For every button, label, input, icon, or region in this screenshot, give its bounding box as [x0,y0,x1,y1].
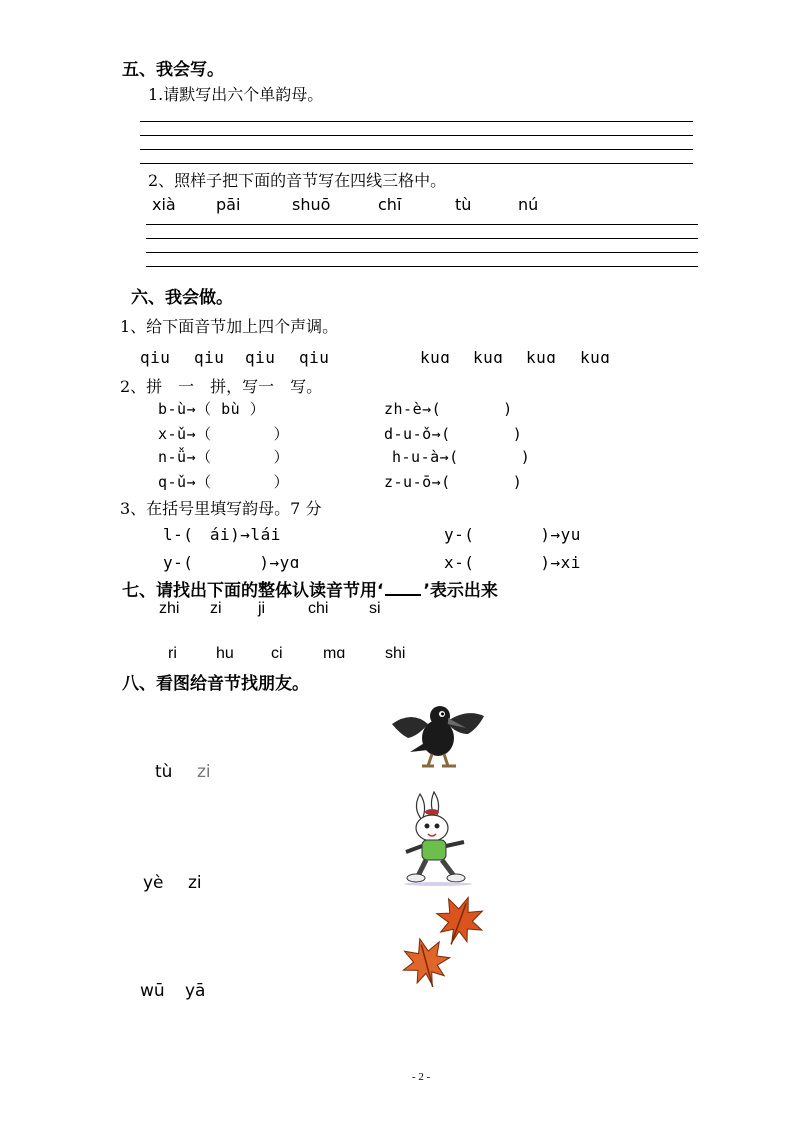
tone-item: kuɑ [473,348,504,367]
syllable: ji [258,600,266,617]
s5-syllable: chī [378,195,402,214]
match-syllable: zi [197,762,211,782]
match-syllable: wū [140,981,165,1001]
match-syllable: yè [143,873,164,893]
tone-item: kuɑ [526,348,557,367]
s5-syllable: xià [152,195,176,214]
syllable: hu [216,645,234,662]
spell-item: b-ù→（ bù ） [158,400,266,418]
spell-item: zh-è→( ) [384,400,513,418]
spell-item: z-u-ō→( ) [384,473,523,491]
fill-item: l-( ái)→lái [163,525,281,544]
page-number: - 2 - [412,1071,431,1083]
section-8-title: 八、看图给音节找朋友。 [122,674,309,694]
tone-item: qiu [299,348,330,367]
spell-item: q-ǔ→（ ） [158,473,290,491]
section-7-title-end: ’表示出来 [423,581,498,601]
s5-syllable: shuō [292,195,331,214]
spell-item: d-u-ǒ→( ) [384,425,523,443]
syllable: ci [271,645,283,662]
underline-sample [385,580,421,596]
tone-item: qiu [194,348,225,367]
tone-item: qiu [245,348,276,367]
section-6-title: 六、我会做。 [131,288,233,308]
fill-item: x-( )→xi [444,553,581,572]
s5-question-1: 1.请默写出六个单韵母。 [148,85,324,104]
s5-syllable: pāi [216,195,241,214]
s6-question-2: 2、拼 一 拼，写一 写。 [120,377,323,396]
s5-syllable: tù [455,195,472,214]
tone-item: kuɑ [420,348,451,367]
syllable: shi [385,645,406,662]
fill-item: y-( )→yu [444,525,581,544]
section-5-title: 五、我会写。 [122,60,224,80]
spell-item: x-ǔ→（ ） [158,425,290,443]
tone-item: kuɑ [580,348,611,367]
syllable: ri [168,645,177,662]
match-syllable: yā [185,981,206,1001]
fill-item: y-( )→yɑ [163,553,300,572]
crow-image [388,702,488,770]
section-7-title-start: 七、请找出下面的整体认读音节用‘ [122,581,384,601]
syllable: chi [308,600,329,617]
rabbit-image [398,790,480,886]
spell-item: h-u-à→( ) [392,448,531,466]
s5-question-2: 2、照样子把下面的音节写在四线三格中。 [148,171,447,190]
section-7-title [122,576,498,601]
s6-question-1: 1、给下面音节加上四个声调。 [120,317,339,336]
syllable: si [369,600,381,617]
leaves-image [400,894,486,994]
tone-item: qiu [140,348,171,367]
match-syllable: tù [155,762,173,782]
s6-question-3: 3、在括号里填写韵母。7 分 [120,499,322,518]
match-syllable: zi [188,873,202,893]
spell-item: n-ǚ→（ ） [158,448,290,466]
syllable: zhi [159,600,180,617]
syllable: mɑ [323,645,346,662]
s5-syllable: nú [518,195,539,214]
syllable: zi [210,600,222,617]
